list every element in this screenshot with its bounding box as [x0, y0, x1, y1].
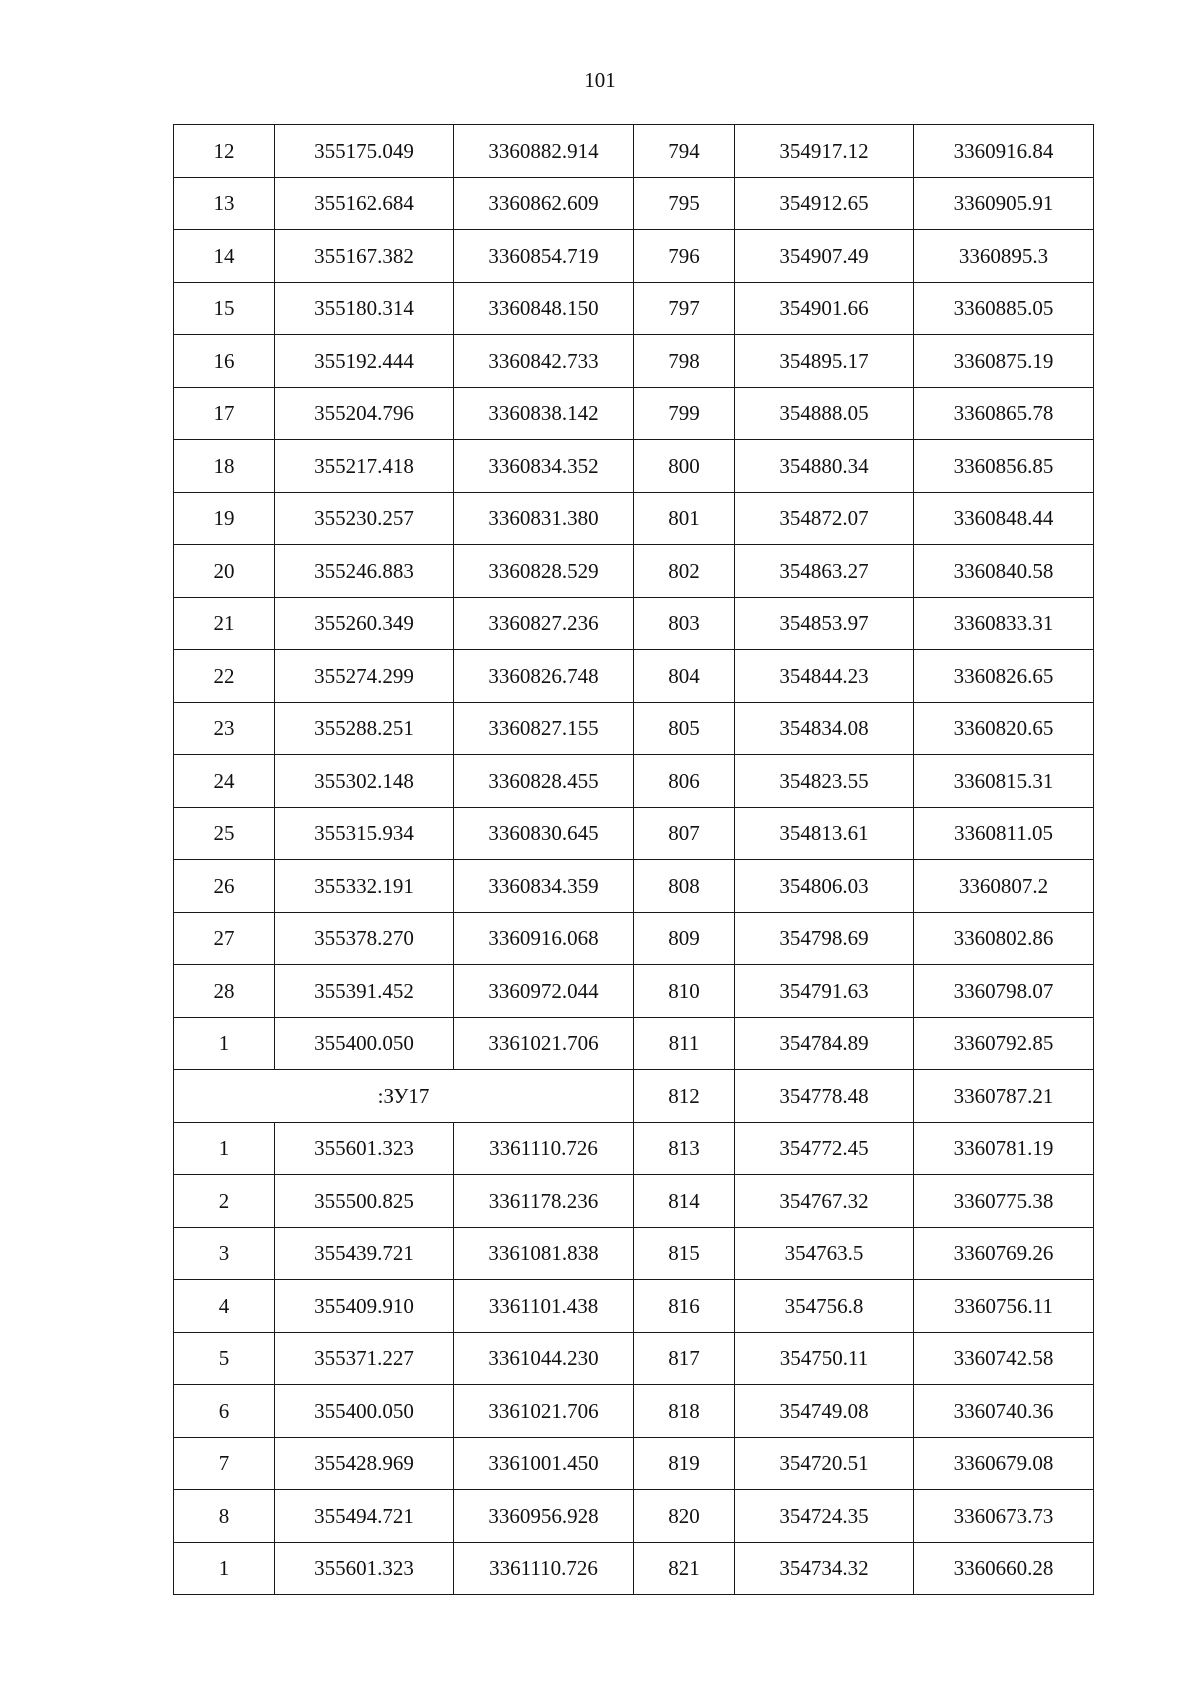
right-y-coordinate-cell: 3360679.08 — [914, 1437, 1094, 1490]
left-point-number-cell: 26 — [174, 860, 275, 913]
page-number: 101 — [584, 68, 616, 92]
left-x-coordinate-cell: 355428.969 — [275, 1437, 454, 1490]
left-y-coordinate-cell: 3360854.719 — [454, 230, 634, 283]
left-point-number-cell: 8 — [174, 1490, 275, 1543]
left-y-coordinate-cell: 3360828.529 — [454, 545, 634, 598]
left-x-coordinate-cell: 355192.444 — [275, 335, 454, 388]
left-point-number-cell: 17 — [174, 387, 275, 440]
right-x-coordinate-cell: 354863.27 — [735, 545, 914, 598]
right-x-coordinate-cell: 354912.65 — [735, 177, 914, 230]
table-row — [174, 1175, 1094, 1228]
left-point-number-cell: 7 — [174, 1437, 275, 1490]
left-y-coordinate-cell: 3360848.150 — [454, 282, 634, 335]
left-point-number-cell: 28 — [174, 965, 275, 1018]
left-y-coordinate-cell: 3361081.838 — [454, 1227, 634, 1280]
left-x-coordinate-cell: 355400.050 — [275, 1385, 454, 1438]
left-point-number-cell: 3 — [174, 1227, 275, 1280]
left-x-coordinate-cell: 355439.721 — [275, 1227, 454, 1280]
left-y-coordinate-cell: 3361110.726 — [454, 1542, 634, 1595]
right-x-coordinate-cell: 354813.61 — [735, 807, 914, 860]
left-y-coordinate-cell: 3360831.380 — [454, 492, 634, 545]
right-y-coordinate-cell: 3360742.58 — [914, 1332, 1094, 1385]
left-x-coordinate-cell: 355230.257 — [275, 492, 454, 545]
left-point-number-cell: 21 — [174, 597, 275, 650]
table-row — [174, 177, 1094, 230]
left-y-coordinate-cell: 3360842.733 — [454, 335, 634, 388]
table-row — [174, 755, 1094, 808]
table-row — [174, 1280, 1094, 1333]
right-x-coordinate-cell: 354844.23 — [735, 650, 914, 703]
table-row — [174, 860, 1094, 913]
right-point-number-cell: 818 — [634, 1385, 735, 1438]
left-y-coordinate-cell: 3361021.706 — [454, 1385, 634, 1438]
left-point-number-cell: 1 — [174, 1017, 275, 1070]
right-y-coordinate-cell: 3360826.65 — [914, 650, 1094, 703]
left-x-coordinate-cell: 355175.049 — [275, 125, 454, 178]
right-point-number-cell: 813 — [634, 1122, 735, 1175]
right-x-coordinate-cell: 354763.5 — [735, 1227, 914, 1280]
right-y-coordinate-cell: 3360673.73 — [914, 1490, 1094, 1543]
table-row — [174, 1122, 1094, 1175]
right-x-coordinate-cell: 354907.49 — [735, 230, 914, 283]
right-x-coordinate-cell: 354834.08 — [735, 702, 914, 755]
right-point-number-cell: 811 — [634, 1017, 735, 1070]
right-y-coordinate-cell: 3360775.38 — [914, 1175, 1094, 1228]
left-point-number-cell: 25 — [174, 807, 275, 860]
right-point-number-cell: 795 — [634, 177, 735, 230]
right-x-coordinate-cell: 354880.34 — [735, 440, 914, 493]
left-y-coordinate-cell: 3360826.748 — [454, 650, 634, 703]
table-row — [174, 492, 1094, 545]
right-point-number-cell: 801 — [634, 492, 735, 545]
table-row — [174, 125, 1094, 178]
right-x-coordinate-cell: 354750.11 — [735, 1332, 914, 1385]
right-point-number-cell: 803 — [634, 597, 735, 650]
right-y-coordinate-cell: 3360916.84 — [914, 125, 1094, 178]
right-y-coordinate-cell: 3360875.19 — [914, 335, 1094, 388]
right-y-coordinate-cell: 3360660.28 — [914, 1542, 1094, 1595]
table-row — [174, 1385, 1094, 1438]
right-x-coordinate-cell: 354749.08 — [735, 1385, 914, 1438]
right-y-coordinate-cell: 3360811.05 — [914, 807, 1094, 860]
left-x-coordinate-cell: 355409.910 — [275, 1280, 454, 1333]
right-x-coordinate-cell: 354734.32 — [735, 1542, 914, 1595]
left-y-coordinate-cell: 3360838.142 — [454, 387, 634, 440]
left-y-coordinate-cell: 3361101.438 — [454, 1280, 634, 1333]
right-point-number-cell: 814 — [634, 1175, 735, 1228]
left-x-coordinate-cell: 355217.418 — [275, 440, 454, 493]
left-y-coordinate-cell: 3360827.155 — [454, 702, 634, 755]
left-point-number-cell: 19 — [174, 492, 275, 545]
right-y-coordinate-cell: 3360740.36 — [914, 1385, 1094, 1438]
left-point-number-cell: 22 — [174, 650, 275, 703]
left-y-coordinate-cell: 3360834.352 — [454, 440, 634, 493]
section-label-cell: :ЗУ17 — [174, 1070, 634, 1123]
right-point-number-cell: 806 — [634, 755, 735, 808]
right-x-coordinate-cell: 354724.35 — [735, 1490, 914, 1543]
left-x-coordinate-cell: 355400.050 — [275, 1017, 454, 1070]
left-y-coordinate-cell: 3360862.609 — [454, 177, 634, 230]
left-x-coordinate-cell: 355500.825 — [275, 1175, 454, 1228]
right-y-coordinate-cell: 3360895.3 — [914, 230, 1094, 283]
right-y-coordinate-cell: 3360781.19 — [914, 1122, 1094, 1175]
right-y-coordinate-cell: 3360769.26 — [914, 1227, 1094, 1280]
right-point-number-cell: 798 — [634, 335, 735, 388]
right-y-coordinate-cell: 3360802.86 — [914, 912, 1094, 965]
left-y-coordinate-cell: 3360956.928 — [454, 1490, 634, 1543]
left-x-coordinate-cell: 355180.314 — [275, 282, 454, 335]
right-y-coordinate-cell: 3360756.11 — [914, 1280, 1094, 1333]
right-y-coordinate-cell: 3360848.44 — [914, 492, 1094, 545]
table-row — [174, 1227, 1094, 1280]
left-y-coordinate-cell: 3360830.645 — [454, 807, 634, 860]
left-point-number-cell: 13 — [174, 177, 275, 230]
table-row — [174, 965, 1094, 1018]
right-x-coordinate-cell: 354853.97 — [735, 597, 914, 650]
right-y-coordinate-cell: 3360815.31 — [914, 755, 1094, 808]
right-point-number-cell: 808 — [634, 860, 735, 913]
left-y-coordinate-cell: 3361110.726 — [454, 1122, 634, 1175]
section-row — [174, 1070, 1094, 1123]
right-y-coordinate-cell: 3360905.91 — [914, 177, 1094, 230]
left-point-number-cell: 14 — [174, 230, 275, 283]
right-x-coordinate-cell: 354823.55 — [735, 755, 914, 808]
left-x-coordinate-cell: 355246.883 — [275, 545, 454, 598]
table-row — [174, 1332, 1094, 1385]
left-y-coordinate-cell: 3360828.455 — [454, 755, 634, 808]
right-x-coordinate-cell: 354806.03 — [735, 860, 914, 913]
left-point-number-cell: 2 — [174, 1175, 275, 1228]
left-point-number-cell: 5 — [174, 1332, 275, 1385]
table-row — [174, 1490, 1094, 1543]
right-point-number-cell: 821 — [634, 1542, 735, 1595]
left-y-coordinate-cell: 3360916.068 — [454, 912, 634, 965]
left-point-number-cell: 12 — [174, 125, 275, 178]
right-y-coordinate-cell: 3360798.07 — [914, 965, 1094, 1018]
right-x-coordinate-cell: 354917.12 — [735, 125, 914, 178]
right-x-coordinate-cell: 354767.32 — [735, 1175, 914, 1228]
table-row — [174, 702, 1094, 755]
right-y-coordinate-cell: 3360787.21 — [914, 1070, 1094, 1123]
left-x-coordinate-cell: 355260.349 — [275, 597, 454, 650]
right-point-number-cell: 804 — [634, 650, 735, 703]
right-y-coordinate-cell: 3360820.65 — [914, 702, 1094, 755]
right-x-coordinate-cell: 354901.66 — [735, 282, 914, 335]
left-y-coordinate-cell: 3361178.236 — [454, 1175, 634, 1228]
table-row — [174, 440, 1094, 493]
table-row — [174, 807, 1094, 860]
right-x-coordinate-cell: 354872.07 — [735, 492, 914, 545]
right-point-number-cell: 819 — [634, 1437, 735, 1490]
right-point-number-cell: 817 — [634, 1332, 735, 1385]
right-point-number-cell: 797 — [634, 282, 735, 335]
right-y-coordinate-cell: 3360833.31 — [914, 597, 1094, 650]
left-point-number-cell: 1 — [174, 1122, 275, 1175]
right-y-coordinate-cell: 3360792.85 — [914, 1017, 1094, 1070]
coordinates-table — [173, 124, 1094, 1595]
table-row — [174, 282, 1094, 335]
table-row — [174, 1542, 1094, 1595]
right-y-coordinate-cell: 3360807.2 — [914, 860, 1094, 913]
right-point-number-cell: 820 — [634, 1490, 735, 1543]
left-x-coordinate-cell: 355378.270 — [275, 912, 454, 965]
left-point-number-cell: 27 — [174, 912, 275, 965]
right-y-coordinate-cell: 3360865.78 — [914, 387, 1094, 440]
left-point-number-cell: 24 — [174, 755, 275, 808]
right-x-coordinate-cell: 354720.51 — [735, 1437, 914, 1490]
right-point-number-cell: 800 — [634, 440, 735, 493]
left-y-coordinate-cell: 3361021.706 — [454, 1017, 634, 1070]
left-y-coordinate-cell: 3360827.236 — [454, 597, 634, 650]
right-x-coordinate-cell: 354895.17 — [735, 335, 914, 388]
right-point-number-cell: 815 — [634, 1227, 735, 1280]
right-y-coordinate-cell: 3360856.85 — [914, 440, 1094, 493]
right-x-coordinate-cell: 354756.8 — [735, 1280, 914, 1333]
left-point-number-cell: 1 — [174, 1542, 275, 1595]
right-x-coordinate-cell: 354778.48 — [735, 1070, 914, 1123]
right-y-coordinate-cell: 3360840.58 — [914, 545, 1094, 598]
left-x-coordinate-cell: 355315.934 — [275, 807, 454, 860]
left-x-coordinate-cell: 355162.684 — [275, 177, 454, 230]
left-point-number-cell: 20 — [174, 545, 275, 598]
left-y-coordinate-cell: 3361044.230 — [454, 1332, 634, 1385]
table-row — [174, 1017, 1094, 1070]
left-point-number-cell: 15 — [174, 282, 275, 335]
left-x-coordinate-cell: 355601.323 — [275, 1542, 454, 1595]
table-row — [174, 597, 1094, 650]
left-x-coordinate-cell: 355204.796 — [275, 387, 454, 440]
left-point-number-cell: 23 — [174, 702, 275, 755]
left-x-coordinate-cell: 355391.452 — [275, 965, 454, 1018]
left-y-coordinate-cell: 3360882.914 — [454, 125, 634, 178]
left-y-coordinate-cell: 3360972.044 — [454, 965, 634, 1018]
left-y-coordinate-cell: 3360834.359 — [454, 860, 634, 913]
left-x-coordinate-cell: 355274.299 — [275, 650, 454, 703]
right-x-coordinate-cell: 354798.69 — [735, 912, 914, 965]
right-x-coordinate-cell: 354772.45 — [735, 1122, 914, 1175]
right-point-number-cell: 796 — [634, 230, 735, 283]
right-point-number-cell: 816 — [634, 1280, 735, 1333]
left-x-coordinate-cell: 355332.191 — [275, 860, 454, 913]
left-point-number-cell: 4 — [174, 1280, 275, 1333]
right-point-number-cell: 810 — [634, 965, 735, 1018]
table-row — [174, 912, 1094, 965]
right-point-number-cell: 799 — [634, 387, 735, 440]
table-row — [174, 650, 1094, 703]
table-row — [174, 230, 1094, 283]
table-row — [174, 1437, 1094, 1490]
right-point-number-cell: 809 — [634, 912, 735, 965]
coordinates-table-body — [174, 125, 1094, 1595]
table-row — [174, 387, 1094, 440]
left-x-coordinate-cell: 355302.148 — [275, 755, 454, 808]
right-x-coordinate-cell: 354784.89 — [735, 1017, 914, 1070]
left-x-coordinate-cell: 355288.251 — [275, 702, 454, 755]
left-y-coordinate-cell: 3361001.450 — [454, 1437, 634, 1490]
left-x-coordinate-cell: 355167.382 — [275, 230, 454, 283]
left-x-coordinate-cell: 355601.323 — [275, 1122, 454, 1175]
table-row — [174, 335, 1094, 388]
right-y-coordinate-cell: 3360885.05 — [914, 282, 1094, 335]
right-point-number-cell: 802 — [634, 545, 735, 598]
left-point-number-cell: 6 — [174, 1385, 275, 1438]
left-x-coordinate-cell: 355494.721 — [275, 1490, 454, 1543]
right-point-number-cell: 805 — [634, 702, 735, 755]
right-point-number-cell: 812 — [634, 1070, 735, 1123]
left-x-coordinate-cell: 355371.227 — [275, 1332, 454, 1385]
right-x-coordinate-cell: 354888.05 — [735, 387, 914, 440]
right-point-number-cell: 807 — [634, 807, 735, 860]
right-x-coordinate-cell: 354791.63 — [735, 965, 914, 1018]
left-point-number-cell: 16 — [174, 335, 275, 388]
left-point-number-cell: 18 — [174, 440, 275, 493]
right-point-number-cell: 794 — [634, 125, 735, 178]
table-row — [174, 545, 1094, 598]
